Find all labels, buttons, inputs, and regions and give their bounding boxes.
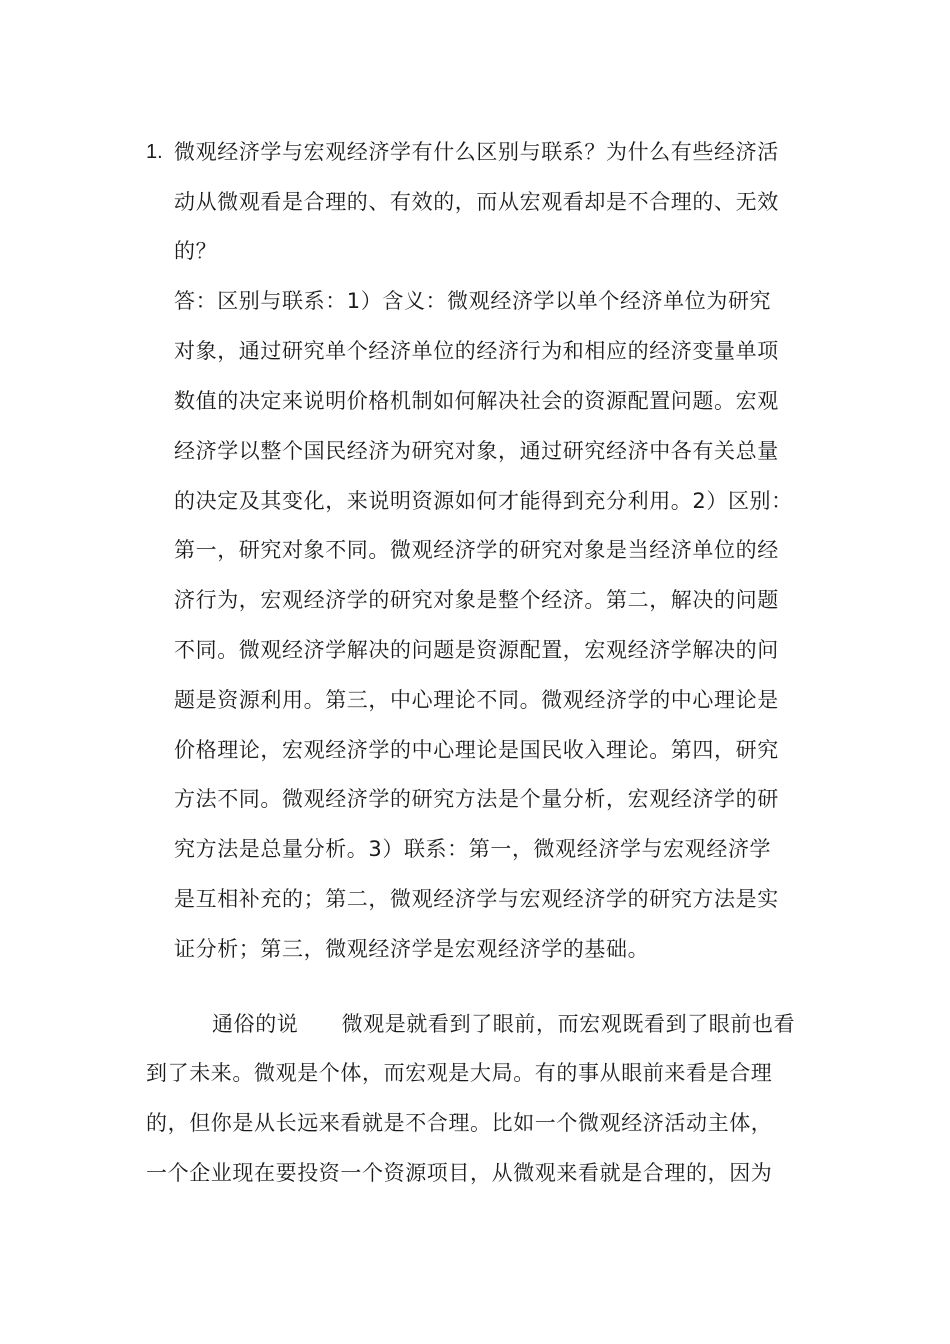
answer-line: 证分析；第三，微观经济学是宏观经济学的基础。 [174, 937, 650, 961]
question-line: 微观经济学与宏观经济学有什么区别与联系？为什么有些经济活 [174, 140, 779, 164]
question-line: 的？ [174, 239, 218, 263]
answer-line: 对象，通过研究单个经济单位的经济行为和相应的经济变量单项 [174, 339, 779, 363]
answer-line: 的决定及其变化，来说明资源如何才能得到充分利用。2）区别： [174, 489, 793, 513]
answer-line: 是互相补充的；第二，微观经济学与宏观经济学的研究方法是实 [174, 887, 779, 911]
answer-line: 济行为，宏观经济学的研究对象是整个经济。第二，解决的问题 [174, 588, 779, 612]
paragraph-line: 到了未来。微观是个体，而宏观是大局。有的事从眼前来看是合理 [146, 1061, 773, 1085]
answer-line: 答：区别与联系：1）含义：微观经济学以单个经济单位为研究 [174, 289, 772, 313]
answer-line: 价格理论，宏观经济学的中心理论是国民收入理论。第四，研究 [174, 738, 779, 762]
answer-line: 方法不同。微观经济学的研究方法是个量分析，宏观经济学的研 [174, 787, 779, 811]
question-number: 1. [146, 141, 163, 163]
answer-line: 究方法是总量分析。3）联系：第一，微观经济学与宏观经济学 [174, 837, 772, 861]
answer-line: 题是资源利用。第三，中心理论不同。微观经济学的中心理论是 [174, 688, 779, 712]
answer-line: 第一，研究对象不同。微观经济学的研究对象是当经济单位的经 [174, 538, 779, 562]
answer-line: 不同。微观经济学解决的问题是资源配置，宏观经济学解决的问 [174, 638, 779, 662]
answer-line: 经济学以整个国民经济为研究对象，通过研究经济中各有关总量 [174, 439, 779, 463]
answer-line: 数值的决定来说明价格机制如何解决社会的资源配置问题。宏观 [174, 389, 779, 413]
paragraph-line: 一个企业现在要投资一个资源项目，从微观来看就是合理的，因为 [146, 1161, 773, 1185]
paragraph-line: 的，但你是从长远来看就是不合理。比如一个微观经济活动主体， [146, 1111, 773, 1135]
paragraph-line: 通俗的说 微观是就看到了眼前，而宏观既看到了眼前也看 [212, 1012, 796, 1036]
question-line: 动从微观看是合理的、有效的，而从宏观看却是不合理的、无效 [174, 190, 779, 214]
